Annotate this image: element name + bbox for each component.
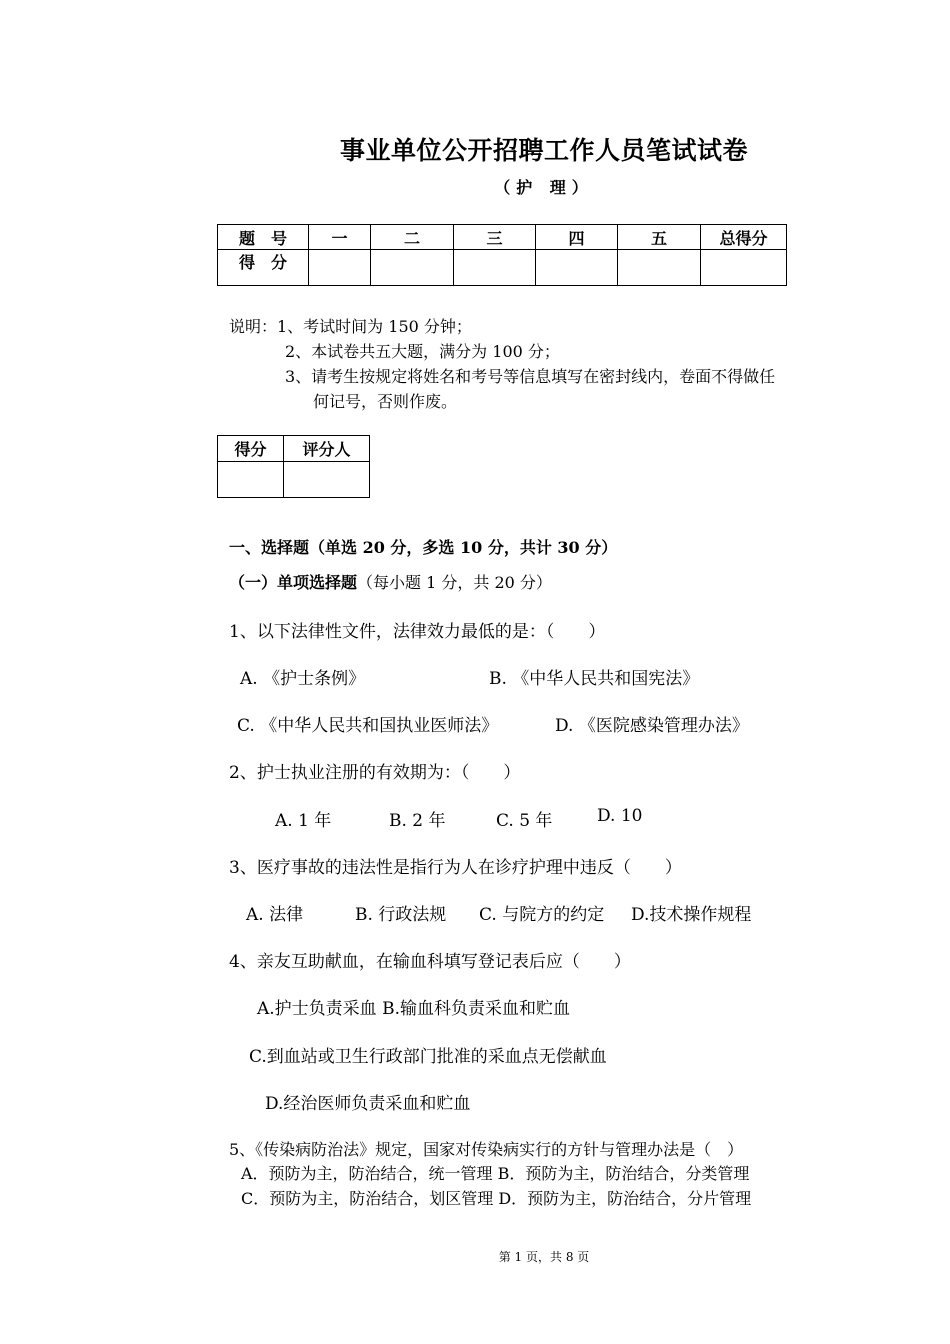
instruction-2: 2、本试卷共五大题，满分为 100 分； — [285, 342, 560, 361]
question-3-stem: 3、医疗事故的违法性是指行为人在诊疗护理中违反（ ） — [229, 858, 682, 878]
exam-subtitle: （护 理） — [494, 178, 594, 197]
score-table-score-row — [218, 250, 787, 286]
question-2-option-d: D. 10 — [597, 806, 643, 826]
score-cell-1 — [309, 250, 371, 286]
page-footer: 第 1 页，共 8 页 — [498, 1250, 590, 1264]
question-4-stem: 4、亲友互助献血，在输血科填写登记表后应（ ） — [229, 952, 631, 972]
question-4-options-ab: A.护士负责采血 B.输血科负责采血和贮血 — [257, 999, 570, 1019]
grader-header-score: 得分 — [218, 436, 284, 462]
score-cell-5 — [618, 250, 701, 286]
subsection-scoring: （每小题 1 分，共 20 分） — [357, 573, 552, 592]
score-cell-total — [701, 250, 787, 286]
question-1-option-b: B. 《中华人民共和国宪法》 — [489, 669, 700, 689]
score-table-header-row — [218, 225, 787, 250]
grader-table — [217, 435, 370, 498]
score-header-1: 一 — [309, 225, 371, 250]
question-3-option-d: D.技术操作规程 — [631, 905, 752, 925]
score-header-3: 三 — [454, 225, 536, 250]
grader-cell-score — [218, 462, 284, 498]
score-cell-4 — [536, 250, 618, 286]
score-table — [217, 224, 787, 286]
exam-title: 事业单位公开招聘工作人员笔试试卷 — [339, 136, 748, 165]
question-5-options-cd: C．预防为主，防治结合，划区管理 D．预防为主，防治结合，分片管理 — [241, 1189, 752, 1208]
question-2-option-a: A. 1 年 — [275, 811, 332, 831]
question-1-option-c: C. 《中华人民共和国执业医师法》 — [237, 716, 499, 736]
score-cell-3 — [454, 250, 536, 286]
instruction-1: 说明：1、考试时间为 150 分钟； — [229, 317, 472, 336]
question-5-stem: 5、《传染病防治法》规定，国家对传染病实行的方针与管理办法是（ ） — [229, 1140, 744, 1159]
score-header-total: 总得分 — [701, 225, 787, 250]
score-header-4: 四 — [536, 225, 618, 250]
question-2-option-b: B. 2 年 — [389, 811, 446, 831]
question-3-option-b: B. 行政法规 — [355, 905, 447, 925]
question-1-stem: 1、以下法律性文件，法律效力最低的是：（ ） — [229, 622, 606, 642]
score-header-label: 题 号 — [218, 225, 309, 250]
score-header-5: 五 — [618, 225, 701, 250]
score-row-label: 得 分 — [218, 250, 309, 286]
score-header-2: 二 — [371, 225, 454, 250]
question-1-option-a: A. 《护士条例》 — [240, 669, 366, 689]
question-5-options-ab: A．预防为主，防治结合，统一管理 B．预防为主，防治结合，分类管理 — [241, 1164, 750, 1183]
grader-table-header-row — [218, 436, 370, 462]
question-2-option-c: C. 5 年 — [496, 811, 553, 831]
subsection-title: （一）单项选择题 — [229, 573, 358, 592]
instruction-3: 3、请考生按规定将姓名和考号等信息填写在密封线内，卷面不得做任 — [285, 367, 776, 386]
question-1-option-d: D. 《医院感染管理办法》 — [555, 716, 749, 736]
question-4-option-d: D.经治医师负责采血和贮血 — [265, 1094, 471, 1114]
question-3-option-a: A. 法律 — [246, 905, 304, 925]
question-4-option-c: C.到血站或卫生行政部门批准的采血点无偿献血 — [249, 1047, 607, 1067]
instruction-3-continued: 何记号，否则作废。 — [313, 392, 458, 411]
section-heading: 一、选择题（单选 20 分，多选 10 分，共计 30 分） — [229, 538, 618, 557]
grader-header-grader: 评分人 — [284, 436, 370, 462]
score-cell-2 — [371, 250, 454, 286]
grader-cell-grader — [284, 462, 370, 498]
grader-table-row — [218, 462, 370, 498]
question-3-option-c: C. 与院方的约定 — [479, 905, 605, 925]
question-2-stem: 2、护士执业注册的有效期为：（ ） — [229, 763, 521, 783]
subsection-heading — [229, 570, 552, 593]
